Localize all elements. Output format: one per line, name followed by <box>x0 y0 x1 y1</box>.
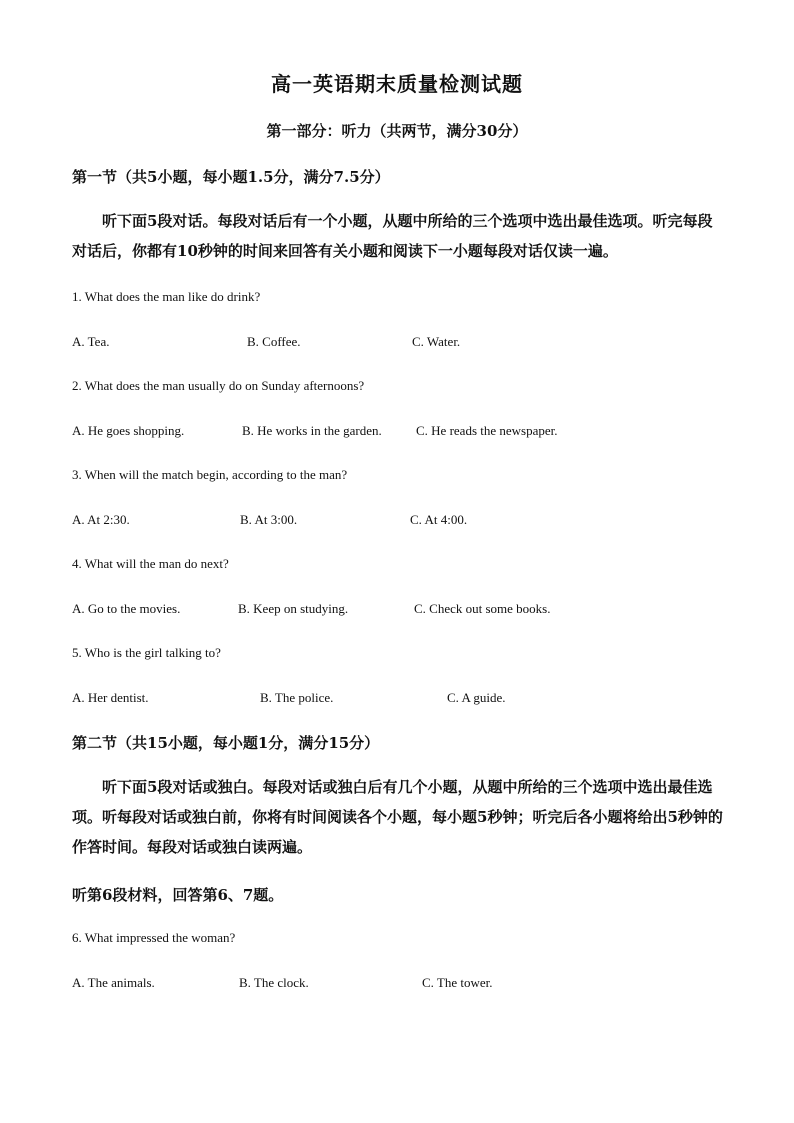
question-1-option-c: C. Water. <box>412 334 461 349</box>
question-4-option-c: C. Check out some books. <box>414 601 551 616</box>
question-2-option-c: C. He reads the newspaper. <box>416 423 558 438</box>
question-4: 4. What will the man do next? <box>72 556 229 571</box>
question-6-option-c: C. The tower. <box>422 975 493 990</box>
question-1-option-a: A. Tea. <box>72 334 110 349</box>
question-3: 3. When will the match begin, according to the man? <box>72 467 348 482</box>
section-two-instructions: 听下面5段对话或独白。每段对话或独白后有几个小题，从题中所给的三个选项中选出最佳选项。听每段对话或独白前，你将有时间阅读各个小题，每小题5秒钟；听完后各小题将给出5秒钟的作答时间。每段对话或独白读两遍。 <box>72 778 723 856</box>
question-1: 1. What does the man like do drink? <box>72 289 261 304</box>
section-one-heading: 第一节（共5小题，每小题1.5分，满分7.5分） <box>72 168 390 186</box>
question-5-option-a: A. Her dentist. <box>72 690 149 705</box>
question-2-option-b: B. He works in the garden. <box>242 423 382 438</box>
question-3-option-c: C. At 4:00. <box>410 512 468 527</box>
question-3-option-a: A. At 2:30. <box>72 512 130 527</box>
question-4-option-b: B. Keep on studying. <box>238 601 349 616</box>
exam-title: 高一英语期末质量检测试题 <box>271 72 523 96</box>
question-4-option-a: A. Go to the movies. <box>72 601 181 616</box>
question-6-option-b: B. The clock. <box>239 975 309 990</box>
question-5-option-c: C. A guide. <box>447 690 506 705</box>
question-6: 6. What impressed the woman? <box>72 930 236 945</box>
part-one-heading: 第一部分：听力（共两节，满分30分） <box>266 122 528 140</box>
section-two-heading: 第二节（共15小题，每小题1分，满分15分） <box>72 734 380 752</box>
material-six-heading: 听第6段材料，回答第6、7题。 <box>72 886 284 904</box>
section-one-instructions: 听下面5段对话。每段对话后有一个小题，从题中所给的三个选项中选出最佳选项。听完每段对话后，你都有10秒钟的时间来回答有关小题和阅读下一小题每段对话仅读一遍。 <box>72 212 713 260</box>
question-5-option-b: B. The police. <box>260 690 334 705</box>
question-6-option-a: A. The animals. <box>72 975 155 990</box>
question-3-option-b: B. At 3:00. <box>240 512 298 527</box>
question-2: 2. What does the man usually do on Sunday afternoons? <box>72 378 365 393</box>
question-2-option-a: A. He goes shopping. <box>72 423 185 438</box>
question-1-option-b: B. Coffee. <box>247 334 301 349</box>
question-5: 5. Who is the girl talking to? <box>72 645 221 660</box>
